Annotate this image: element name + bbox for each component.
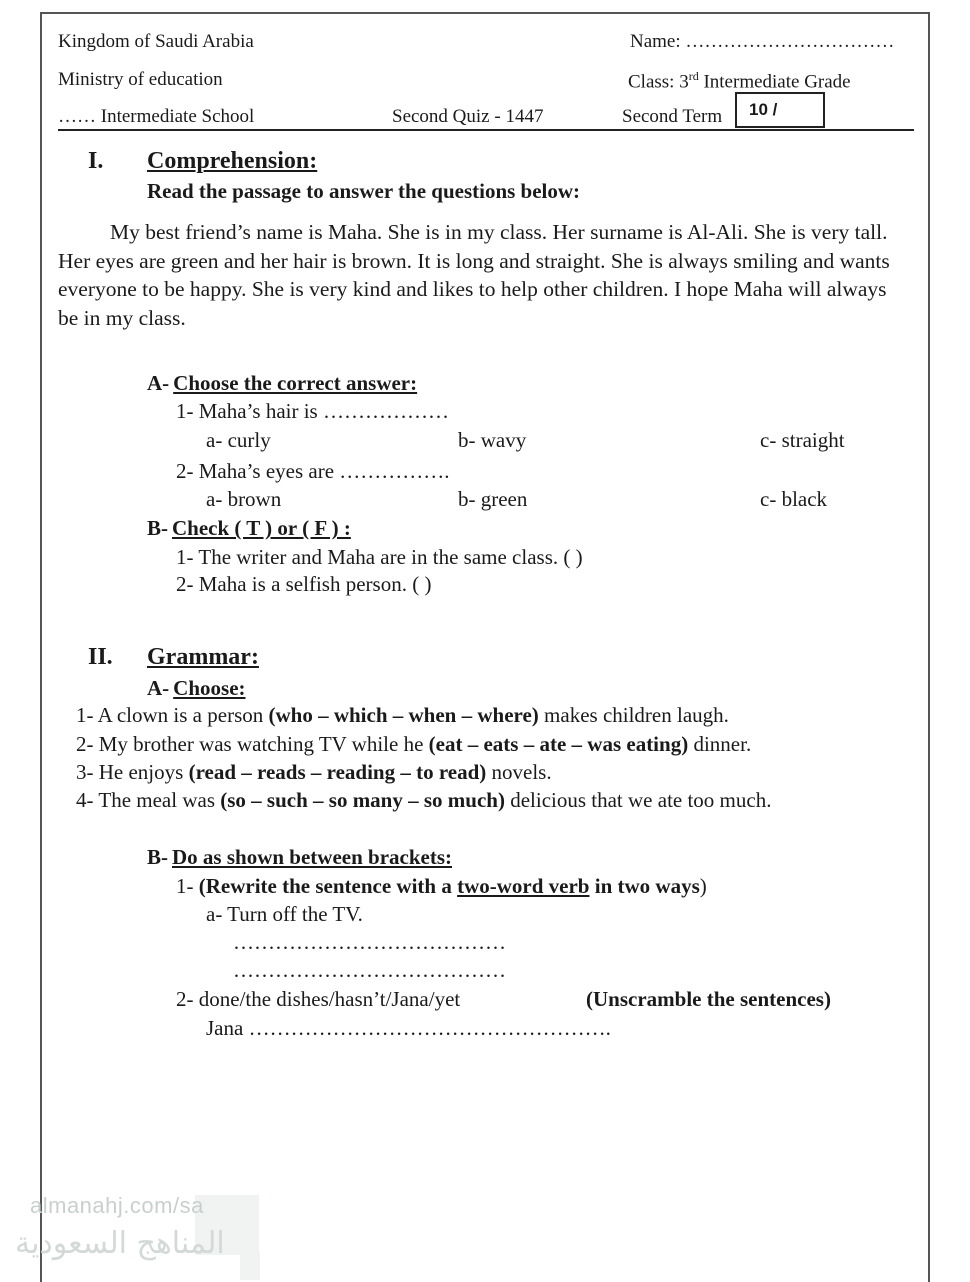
rewrite-instr-close: )	[699, 874, 707, 898]
grammar-item-pre: The meal was	[98, 788, 221, 812]
answer-line-2[interactable]: …………………………………	[233, 958, 506, 982]
grammar-item-num: 3-	[76, 760, 94, 784]
section-1-title: Comprehension:	[147, 148, 318, 174]
grammar-item-post: delicious that we ate too much.	[504, 788, 772, 812]
true-false-2[interactable]: 2- Maha is a selfish person. ( )	[176, 572, 432, 596]
section-2-number: II.	[88, 644, 113, 670]
grammar-item-num: 1-	[76, 703, 94, 727]
header-name-field: Name: ……………………………	[630, 31, 895, 52]
grammar-item-pre: He enjoys	[98, 760, 189, 784]
answer-line-1[interactable]: …………………………………	[233, 930, 506, 954]
grammar-item-post: dinner.	[688, 732, 752, 756]
part-b-prefix: B-	[147, 516, 168, 540]
grammar-item-1	[76, 703, 729, 728]
rewrite-instr-keyword: two-word verb	[457, 874, 590, 898]
part-b-heading	[147, 516, 351, 541]
grammar-item-options[interactable]: (read – reads – reading – to read)	[188, 760, 487, 784]
grammar-item-options[interactable]: (eat – eats – ate – was eating)	[428, 732, 689, 756]
section-1-instruction: Read the passage to answer the questions below:	[147, 179, 581, 203]
mcq-2-option-a[interactable]: a- brown	[206, 487, 282, 511]
header-term: Second Term	[622, 106, 723, 127]
passage-text: My best friend’s name is Maha. She is in my class. Her surname is Al-Ali. She is very tall. Her eyes are green and her hair is brown. It is long and straight. She is always smiling and wants everyone to be happy. She is very kind and likes to help other children. I hope Maha will always be in my class.	[58, 220, 890, 330]
section-2-title: Grammar:	[147, 644, 259, 670]
watermark-box-tail	[240, 1252, 260, 1280]
grade-box: 10 /	[735, 92, 825, 128]
grammar-item-options[interactable]: (who – which – when – where)	[268, 703, 539, 727]
mcq-1-option-b[interactable]: b- wavy	[458, 428, 527, 452]
grammar-b-title: Do as shown between brackets:	[172, 845, 452, 869]
part-a-prefix: A-	[147, 371, 170, 395]
unscramble-instruction: (Unscramble the sentences)	[586, 987, 831, 1011]
mcq-2-option-c[interactable]: c- black	[760, 487, 828, 511]
mcq-2-question: 2- Maha’s eyes are …………….	[176, 459, 450, 483]
grammar-item-num: 2-	[76, 732, 94, 756]
true-false-1[interactable]: 1- The writer and Maha are in the same class. ( )	[176, 545, 583, 569]
part-b-title: Check ( T ) or ( F ) :	[172, 516, 351, 540]
grammar-item-pre: My brother was watching TV while he	[98, 732, 429, 756]
watermark-arabic: المناهج السعودية	[15, 1226, 225, 1261]
section-1-number: I.	[88, 148, 104, 174]
header-ministry: Ministry of education	[58, 69, 223, 90]
grammar-item-post: makes children laugh.	[538, 703, 729, 727]
header-school: …… Intermediate School	[58, 106, 255, 127]
class-suffix: Intermediate Grade	[698, 71, 851, 93]
part-a-heading	[147, 371, 417, 396]
grammar-b-heading	[147, 845, 452, 870]
grammar-item-4	[76, 788, 771, 813]
header-divider	[58, 129, 914, 131]
rewrite-instr-pre: (Rewrite the sentence with a	[198, 874, 458, 898]
grammar-item-3	[76, 760, 552, 785]
class-sup: rd	[688, 69, 699, 83]
mcq-1-question: 1- Maha’s hair is ………………	[176, 399, 449, 423]
grammar-item-2	[76, 732, 751, 757]
grammar-item-post: novels.	[486, 760, 552, 784]
mcq-1-option-c[interactable]: c- straight	[760, 428, 845, 452]
grammar-a-prefix: A-	[147, 676, 170, 700]
mcq-1-option-a[interactable]: a- curly	[206, 428, 271, 452]
rewrite-instr-post: in two ways	[589, 874, 700, 898]
part-a-title: Choose the correct answer:	[173, 371, 418, 395]
header-country: Kingdom of Saudi Arabia	[58, 31, 254, 52]
grammar-a-title: Choose:	[173, 676, 246, 700]
class-prefix: Class: 3	[628, 71, 689, 93]
watermark-site: almanahj.com/sa	[30, 1193, 204, 1218]
unscramble-answer-line[interactable]: Jana …………………………………………….	[206, 1016, 611, 1040]
rewrite-question	[176, 874, 707, 899]
header-class	[628, 69, 851, 93]
grammar-item-pre: A clown is a person	[97, 703, 269, 727]
reading-passage	[58, 218, 900, 332]
grammar-item-num: 4-	[76, 788, 94, 812]
header-quiz: Second Quiz - 1447	[392, 106, 544, 127]
rewrite-sentence: a- Turn off the TV.	[206, 902, 363, 926]
grammar-item-options[interactable]: (so – such – so many – so much)	[220, 788, 505, 812]
unscramble-question: 2- done/the dishes/hasn’t/Jana/yet	[176, 987, 461, 1011]
rewrite-num: 1-	[176, 874, 194, 898]
mcq-2-option-b[interactable]: b- green	[458, 487, 528, 511]
grammar-a-heading	[147, 676, 246, 701]
grammar-b-prefix: B-	[147, 845, 168, 869]
